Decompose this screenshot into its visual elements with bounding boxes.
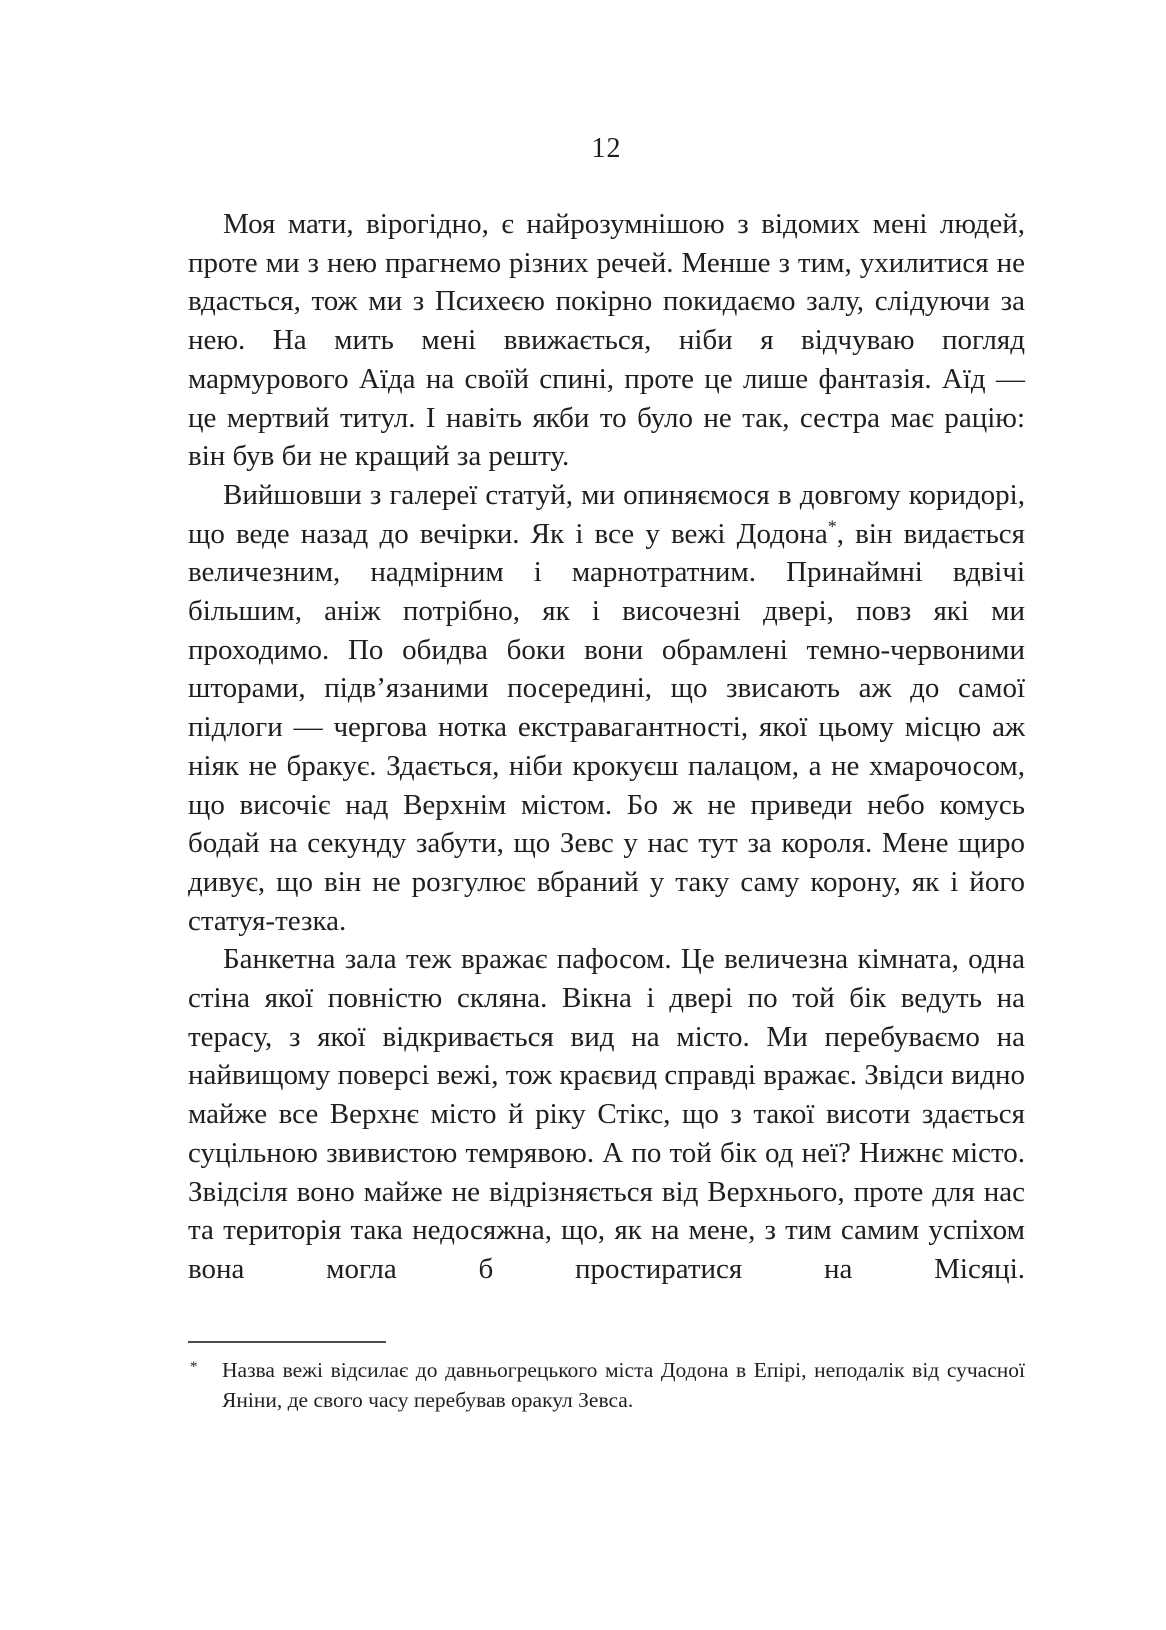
paragraph bbox=[188, 205, 1025, 476]
footnote-divider bbox=[188, 1341, 386, 1343]
paragraph-text: Вийшовши з галереї статуй, ми опиняємося в довгому коридорі, що веде назад до вечірки. Як і все у вежі Додона bbox=[188, 478, 1025, 550]
footnote-marker: * bbox=[190, 1359, 198, 1375]
paragraph-text: , він видається величезним, надмірним і марнотратним. Принаймні вдвічі більшим, аніж потрібно, як і височезні двері, повз які ми проходимо. По обидва боки вони обрамлені темно-червоними шторами, підв’язаними посередині, що звисають аж до самої підлоги — чергова нотка екстравагантності, якої цьому місцю аж ніяк не бракує. Здається, ніби крокуєш палацом, а не хмарочосом, що височіє над Верхнім містом. Бо ж не приведи небо комусь бодай на секунду забути, що Зевс у нас тут за короля. Мене щиро дивує, що він не розгулює вбраний у таку саму корону, як і його статуя-тезка. bbox=[188, 517, 1026, 937]
paragraph bbox=[188, 940, 1025, 1288]
footnote-marker-ref: * bbox=[827, 515, 837, 536]
footnote-text: Назва вежі відсилає до давньогрецького міста Додона в Епірі, неподалік від сучасної Яніни, де свого часу перебував оракул Зевса. bbox=[222, 1358, 1025, 1412]
paragraph bbox=[188, 476, 1025, 940]
footnote-area bbox=[188, 1341, 1025, 1415]
paragraph-text: Моя мати, вірогідно, є найрозумнішою з відомих мені людей, проте ми з нею прагнемо різних речей. Менше з тим, ухилитися не вдасться, тож ми з Психеєю покірно покидаємо залу, слідуючи за нею. На мить мені ввижається, ніби я відчуваю погляд мармурового Аїда на своїй спині, проте це лише фантазія. Аїд — це мертвий титул. І навіть якби то було не так, сестра має рацію: він був би не кращий за решту. bbox=[188, 208, 1025, 473]
paragraph-text: Банкетна зала теж вражає пафосом. Це величезна кімната, одна стіна якої повністю скляна. Вікна і двері по той бік ведуть на терасу, з якої відкривається вид на місто. Ми перебуваємо на найвищому поверсі вежі, тож краєвид справді вражає. Звідси видно майже все Верхнє місто й ріку Стікс, що з такої висоти здається суцільною звивистою темрявою. А по той бік од неї? Нижнє місто. Звідсіля воно майже не відрізняється від Верхнього, проте для нас та територія така недосяжна, що, як на мене, з тим самим успіхом вона могла б простиратися на Місяці. bbox=[188, 943, 1025, 1285]
body-text bbox=[188, 205, 1025, 1289]
footnote bbox=[188, 1355, 1025, 1415]
page-number: 12 bbox=[591, 133, 622, 164]
